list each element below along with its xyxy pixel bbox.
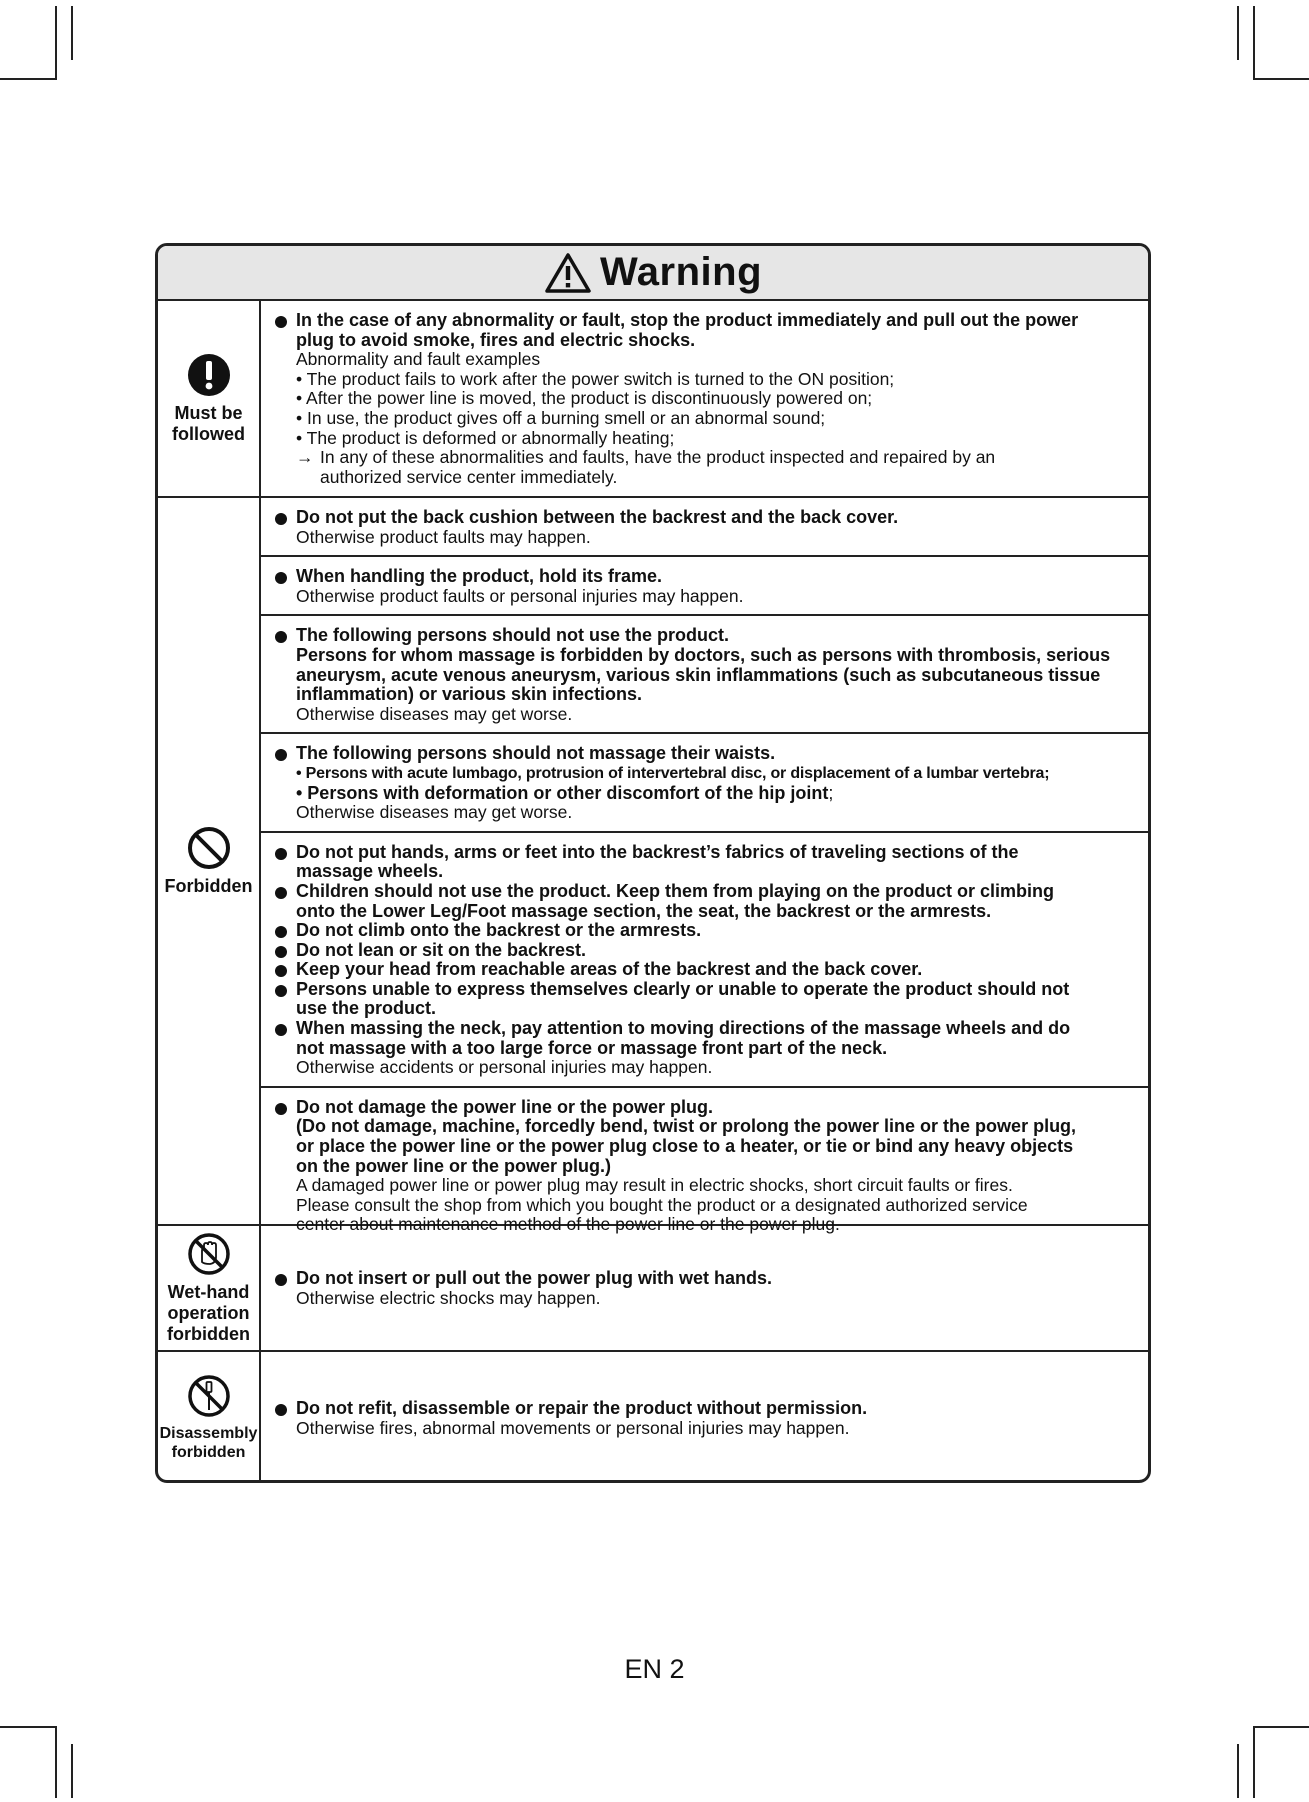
crop-mark (71, 6, 73, 60)
text-line: A damaged power line or power plug may result in electric shocks, short circuit faults or fires. (296, 1175, 1013, 1196)
forbidden-label-cell (158, 498, 261, 1224)
wethand-label-line: forbidden (167, 1323, 250, 1344)
crop-mark (0, 1726, 56, 1728)
text-line: The following persons should not massage their waists. (296, 743, 776, 764)
text-line: In any of these abnormalities and faults, have the product inspected and repaired by an (320, 447, 996, 468)
warning-title-wrap (544, 250, 762, 295)
bullet-item (275, 508, 1138, 528)
bullet-item (275, 567, 1138, 587)
crop-mark (71, 1744, 73, 1798)
group-must-be-followed (158, 301, 1148, 498)
forbidden-cell (261, 557, 1148, 616)
arrow-note (275, 448, 1138, 487)
page-number: EN 2 (624, 1654, 685, 1684)
wethand-label-line: operation (167, 1302, 250, 1323)
must-label-line: Must be (174, 402, 243, 423)
wethand-label (167, 1282, 250, 1345)
bullet-item (275, 626, 1138, 704)
example-line: • In use, the product gives off a burning smell or an abnormal sound; (296, 407, 826, 428)
text-line: massage wheels. (296, 861, 444, 882)
text-line: not massage with a too large force or massage front part of the neck. (296, 1037, 888, 1058)
crop-mark (1237, 6, 1239, 60)
text-line: Otherwise fires, abnormal movements or personal injuries may happen. (296, 1418, 850, 1438)
forbidden-content (261, 498, 1148, 1235)
text-line: Do not damage the power line or the power plug. (296, 1096, 714, 1117)
text-line: When handling the product, hold its frame. (296, 566, 662, 587)
text-line: aneurysm, acute venous aneurysm, various skin inflammations (such as subcutaneous tissue (296, 664, 1101, 685)
disassembly-prohibited-icon (187, 1374, 231, 1418)
bullet-item (275, 921, 1138, 941)
text-line: Otherwise product faults or personal injuries may happen. (296, 585, 744, 606)
text-line: Do not put the back cushion between the backrest and the back cover. (296, 507, 899, 527)
crop-mark (1253, 1726, 1255, 1798)
disassembly-label-line: forbidden (171, 1444, 246, 1461)
text-line: or place the power line or the power plug close to a heater, or tie or bind any heavy objects (296, 1136, 1074, 1157)
group-wet-hand (158, 1226, 1148, 1352)
must-label-cell (158, 301, 261, 496)
must-cell (261, 301, 1148, 496)
crop-mark (1253, 6, 1255, 80)
text-line: Otherwise accidents or personal injuries may happen. (296, 1057, 713, 1078)
arrow-icon: → (296, 447, 314, 468)
prohibited-icon (187, 826, 231, 870)
forbidden-label: Forbidden (164, 875, 253, 896)
text-line: (Do not damage, machine, forcedly bend, twist or prolong the power line or the power plug, (296, 1116, 1077, 1137)
sub-item: • Persons with acute lumbago, protrusion of intervertebral disc, or displacement of a lumbar vertebra; (296, 764, 1050, 782)
text-line: Keep your head from reachable areas of the backrest and the back cover. (296, 959, 923, 980)
disassembly-label-line: Disassembly (159, 1425, 258, 1442)
disassembly-content (261, 1352, 1148, 1483)
crop-mark (55, 6, 57, 80)
bullet-item (275, 1019, 1138, 1058)
crop-mark (1253, 78, 1309, 80)
crop-mark (1253, 1726, 1309, 1728)
must-label-line: followed (172, 423, 245, 444)
disassembly-cell (261, 1352, 1148, 1483)
warning-box (155, 243, 1151, 1483)
warning-title: Warning (600, 250, 762, 294)
text-line: In the case of any abnormality or fault, stop the product immediately and pull out the power (296, 310, 1079, 330)
text-line: Persons for whom massage is forbidden by doctors, such as persons with thrombosis, serious (296, 644, 1111, 665)
wethand-label-line: Wet-hand (167, 1281, 250, 1302)
text-line: Otherwise diseases may get worse. (296, 703, 573, 724)
bullet-item (275, 1269, 1138, 1289)
text-line: on the power line or the power plug.) (296, 1155, 611, 1176)
text-line: Persons unable to express themselves clearly or unable to operate the product should not (296, 978, 1070, 999)
warning-triangle-icon (544, 252, 592, 294)
bullet-item (275, 1399, 1138, 1419)
bullet-item (275, 744, 1138, 764)
bullet-item (275, 980, 1138, 1019)
text-line: When massing the neck, pay attention to moving directions of the massage wheels and do (296, 1018, 1071, 1039)
disassembly-label (160, 1424, 258, 1462)
text-line: Abnormality and fault examples (296, 349, 541, 370)
group-forbidden (158, 498, 1148, 1235)
must-content (261, 301, 1148, 496)
example-line: • The product fails to work after the power switch is turned to the ON position; (296, 368, 895, 389)
bullet-item (275, 882, 1138, 921)
arrow-text (320, 448, 995, 487)
text-line: Do not lean or sit on the backrest. (296, 939, 587, 960)
text-line: inflammation) or various skin infections. (296, 684, 643, 705)
must-label (172, 403, 245, 445)
group-disassembly (158, 1352, 1148, 1483)
text-line: center about maintenance method of the power line or the power plug. (296, 1214, 840, 1235)
text-line: onto the Lower Leg/Foot massage section, the seat, the backrest or the armrests. (296, 900, 992, 921)
forbidden-cell (261, 1088, 1148, 1243)
crop-mark (1237, 1744, 1239, 1798)
bullet-item (275, 1098, 1138, 1176)
wethand-content (261, 1226, 1148, 1350)
wethand-cell (261, 1226, 1148, 1350)
text-line: Do not insert or pull out the power plug with wet hands. (296, 1268, 772, 1289)
text-line: Otherwise electric shocks may happen. (296, 1288, 601, 1308)
bullet-item (275, 960, 1138, 980)
forbidden-cell (261, 616, 1148, 734)
disassembly-label-cell (158, 1352, 261, 1483)
bullet-item (275, 843, 1138, 882)
wethand-label-cell (158, 1226, 261, 1350)
text-line: Do not put hands, arms or feet into the backrest’s fabrics of traveling sections of the (296, 841, 1019, 862)
text-line: Otherwise product faults may happen. (296, 526, 591, 547)
text-line: Do not climb onto the backrest or the armrests. (296, 920, 702, 941)
crop-mark (55, 1726, 57, 1798)
text-line: use the product. (296, 998, 437, 1019)
exclamation-icon (187, 353, 231, 397)
sub-item-text: • Persons with deformation or other discomfort of the hip joint (296, 782, 829, 803)
forbidden-cell (261, 734, 1148, 832)
text-line: authorized service center immediately. (320, 466, 618, 487)
text-line: Do not refit, disassemble or repair the product without permission. (296, 1398, 868, 1419)
bullet-item (275, 311, 1138, 350)
warning-header (158, 246, 1148, 301)
sub-item-end: ; (828, 782, 834, 803)
forbidden-cell (261, 833, 1148, 1088)
example-line: • The product is deformed or abnormally heating; (296, 427, 675, 448)
text-line: The following persons should not use the product. (296, 625, 729, 646)
crop-mark (0, 78, 56, 80)
text-line: Children should not use the product. Keep them from playing on the product or climbing (296, 880, 1055, 901)
forbidden-cell (261, 498, 1148, 557)
wet-hand-prohibited-icon (187, 1232, 231, 1276)
sub-item (275, 784, 1138, 804)
example-line: • After the power line is moved, the product is discontinuously powered on; (296, 388, 873, 409)
text-line: plug to avoid smoke, fires and electric shocks. (296, 329, 696, 350)
bullet-item (275, 941, 1138, 961)
text-line: Otherwise diseases may get worse. (296, 802, 573, 823)
text-line: Please consult the shop from which you bought the product or a designated authorized service (296, 1194, 1028, 1215)
